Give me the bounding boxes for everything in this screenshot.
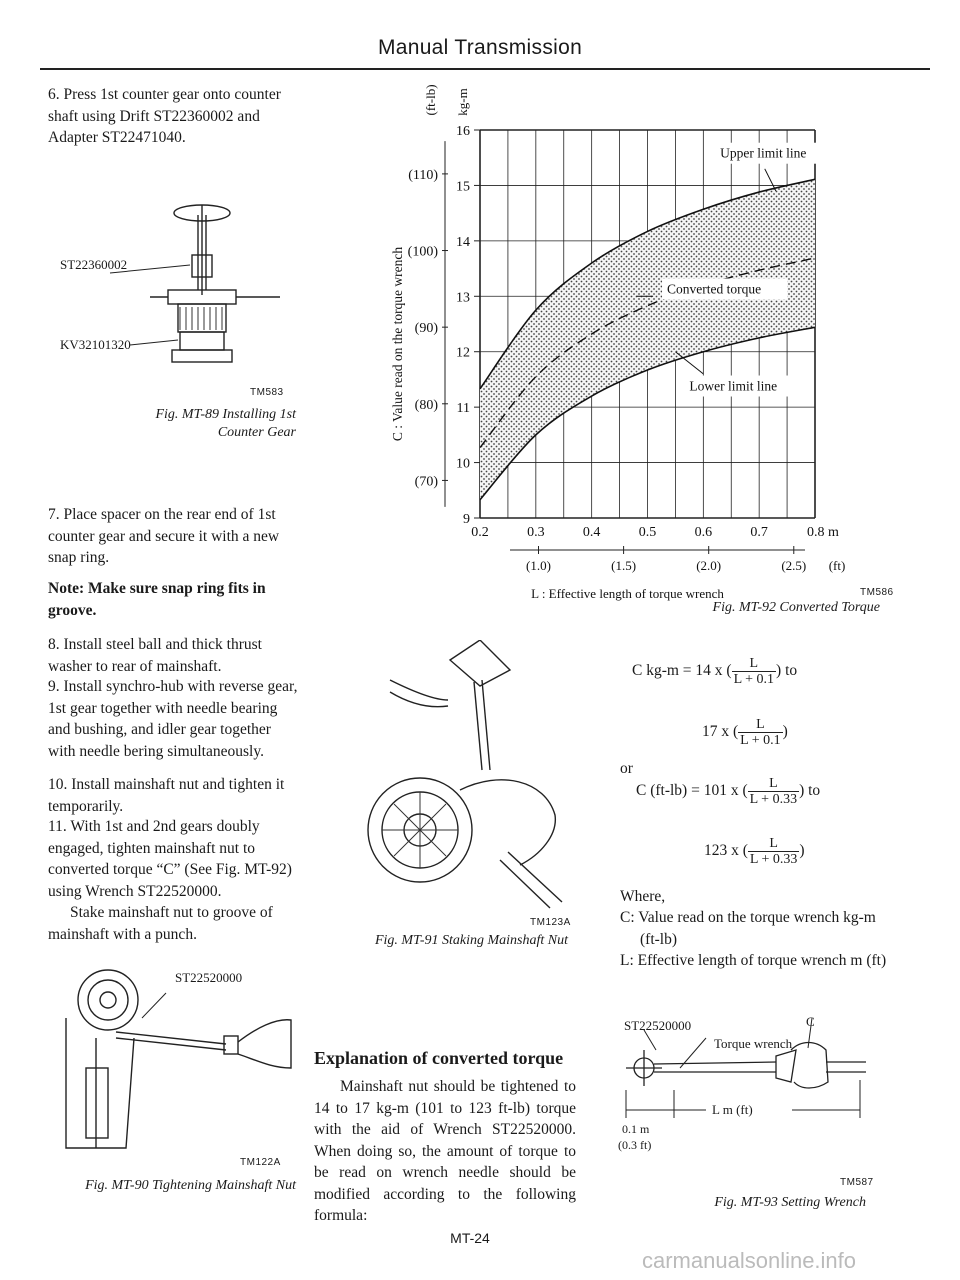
- fig-90-caption: Fig. MT-90 Tightening Mainshaft Nut: [85, 1178, 296, 1193]
- fig-91-illustration: [330, 640, 590, 910]
- label-upper-limit: Upper limit line: [720, 145, 807, 161]
- y-tick-ftlb: (90): [414, 321, 438, 337]
- y-tick-ftlb: (110): [408, 167, 438, 183]
- fig-89-label-adapter: KV32101320: [60, 337, 131, 352]
- l-definition: L: Effective length of torque wrench m (ft): [620, 952, 887, 969]
- x-tick-ft: (2.5): [781, 558, 807, 573]
- y-tick-ftlb: (100): [407, 244, 438, 260]
- label-converted-torque: Converted torque: [667, 281, 762, 297]
- fig-89-code: TM583: [250, 387, 284, 398]
- page-title: Manual Transmission: [377, 36, 583, 59]
- x-tick-m: 0.2: [471, 525, 489, 540]
- label-upper-limit-leader: [765, 169, 776, 191]
- x-tick-ft: (1.0): [526, 558, 551, 573]
- y-unit-ftlb: (ft-lb): [423, 84, 438, 116]
- fig-93-label-c: C: [806, 1014, 815, 1029]
- x-tick-m: 0.5: [638, 525, 657, 540]
- x-axis-title: L : Effective length of torque wrench: [531, 586, 724, 601]
- x-tick-ft: (1.5): [611, 558, 637, 573]
- explanation-text: Mainshaft nut should be tightened to 14 to 17 kg-m (101 to 123 ft-lb) torque with the aid of Wrench ST22520000. When doing so, the amount of torque to be read on wrench needle should be modified according to the following formula:: [314, 1078, 576, 1224]
- x-tick-ft: (2.0): [696, 558, 722, 573]
- fig-93-caption: Fig. MT-93 Setting Wrench: [714, 1195, 866, 1210]
- y-tick-ftlb: (70): [414, 474, 438, 490]
- y-tick-kgm: 9: [463, 512, 470, 527]
- fig-90-code: TM122A: [240, 1157, 281, 1168]
- watermark: carmanualsonline.info: [642, 1248, 857, 1273]
- y-axis-title: C : Value read on the torque wrench: [390, 246, 405, 442]
- fig-89-caption: Fig. MT-89 Installing 1st Counter Gear: [155, 407, 296, 440]
- x-tick-m: 0.7: [750, 525, 768, 540]
- step-10: 10. Install mainshaft nut and tighten it temporarily.: [48, 776, 285, 815]
- formula-kgm-upper: 17 x ( $\frac{L}{L + 0.1}$ ): [702, 717, 788, 748]
- step-11: 11. With 1st and 2nd gears doubly engaged, tighten mainshaft nut to converted torque “C” (See Fig. MT-92) using Wrench ST22520000.: [48, 818, 292, 900]
- converted-torque-chart: [380, 60, 900, 620]
- explanation-heading: Explanation of converted torque: [314, 1048, 564, 1068]
- fig-92-caption: Fig. MT-92 Converted Torque: [712, 600, 880, 615]
- formula-or: or: [620, 760, 633, 777]
- y-tick-ftlb: (80): [414, 397, 438, 413]
- y-tick-kgm: 12: [456, 345, 470, 361]
- step-11-stake: Stake mainshaft nut to groove of mainshaft with a punch.: [48, 904, 273, 943]
- y-tick-kgm: 16: [456, 124, 470, 139]
- x-tick-ft-unit: (ft): [828, 558, 846, 573]
- formula-ftlb-upper: 123 x ( $\frac{L}{L + 0.33}$ ): [704, 836, 805, 867]
- page-number: MT-24: [450, 1230, 490, 1246]
- step-8: 8. Install steel ball and thick thrust washer to rear of mainshaft.: [48, 636, 262, 675]
- step-9: 9. Install synchro-hub with reverse gear, 1st gear together with needle bearing and bushing, and idler gear together with needle bering simultaneously.: [48, 678, 298, 760]
- x-tick-m: 0.8 m: [807, 525, 839, 540]
- x-tick-m: 0.4: [582, 525, 601, 540]
- step-7: 7. Place spacer on the rear end of 1st counter gear and secure it with a new snap ring.: [48, 506, 280, 566]
- where-label: Where,: [620, 888, 666, 905]
- fig-93-label-l: L m (ft): [712, 1102, 753, 1117]
- fig-90-illustration: [56, 958, 296, 1158]
- y-tick-kgm: 10: [456, 456, 470, 472]
- fig-91-code: TM123A: [530, 917, 571, 928]
- formula-ftlb-lower: C (ft-lb) = 101 x ( $\frac{L}{L + 0.33}$ ) to: [636, 776, 821, 807]
- fig-93-code: TM587: [840, 1177, 874, 1188]
- y-tick-kgm: 14: [456, 234, 470, 250]
- y-tick-kgm: 13: [456, 290, 470, 306]
- y-tick-kgm: 15: [456, 179, 470, 195]
- y-tick-kgm: 11: [456, 401, 470, 417]
- fig-93-label-03ft: (0.3 ft): [618, 1138, 652, 1152]
- x-tick-m: 0.6: [694, 525, 713, 540]
- fig-92-code: TM586: [860, 587, 894, 598]
- note: Note: Make sure snap ring fits in groove.: [48, 580, 266, 619]
- fig-93-label-tool: ST22520000: [624, 1018, 692, 1033]
- y-unit-kgm: kg-m: [455, 88, 470, 116]
- fig-93-label-wrench: Torque wrench: [714, 1036, 793, 1051]
- c-definition: C: Value read on the torque wrench kg-m (ft-lb): [620, 909, 876, 948]
- formula-kgm-lower: C kg-m = 14 x ( $\frac{L}{L + 0.1}$ ) to: [632, 656, 798, 687]
- label-lower-limit: Lower limit line: [689, 378, 778, 394]
- fig-90-label-tool: ST22520000: [175, 970, 243, 985]
- x-tick-m: 0.3: [527, 525, 545, 540]
- fig-93-label-01m: 0.1 m: [622, 1122, 650, 1136]
- fig-89-label-drift: ST22360002: [60, 257, 128, 272]
- step-6: 6. Press 1st counter gear onto counter shaft using Drift ST22360002 and Adapter ST22471040.: [48, 86, 281, 146]
- fig-91-caption: Fig. MT-91 Staking Mainshaft Nut: [374, 933, 568, 948]
